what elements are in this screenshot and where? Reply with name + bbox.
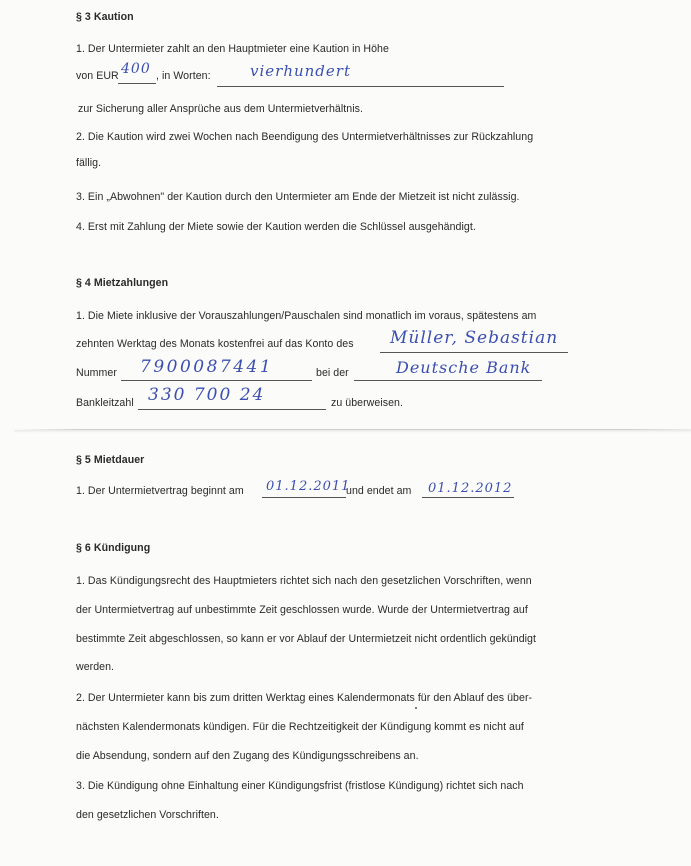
section-5-heading: § 5 Mietdauer: [76, 454, 145, 466]
account-number-line: [121, 380, 312, 381]
end-date-line: [422, 497, 514, 498]
nummer-label: Nummer: [76, 367, 117, 379]
s6-p2-line1: 2. Der Untermieter kann bis zum dritten Werktag eines Kalendermonats für den Ablauf des über-: [76, 692, 533, 704]
s6-p3-line2: den gesetzlichen Vorschriften.: [76, 809, 219, 821]
s5-p1-end-label: und endet am: [346, 485, 412, 497]
s3-p2-line2: fällig.: [76, 157, 102, 169]
bank-name-line: [354, 380, 542, 381]
s6-p1-line4: werden.: [76, 661, 115, 673]
s6-p1-line1: 1. Das Kündigungsrecht des Hauptmieters richtet sich nach den gesetzlichen Vorschriften, wenn: [76, 575, 532, 587]
section-6-heading: § 6 Kündigung: [76, 542, 151, 554]
s4-p1-line1: 1. Die Miete inklusive der Vorauszahlungen/Pauschalen sind monatlich im voraus, spätestens am: [76, 310, 537, 322]
zu-ueberweisen: zu überweisen.: [331, 397, 403, 409]
section-4-heading: § 4 Mietzahlungen: [76, 277, 169, 289]
deposit-amount-handwritten: 400: [121, 61, 151, 77]
s3-p1-words-label: , in Worten:: [156, 70, 211, 82]
account-number-handwritten: 7900087441: [140, 357, 274, 377]
bei-der-label: bei der: [316, 367, 349, 379]
blz-line: [138, 409, 326, 410]
blz-label: Bankleitzahl: [76, 397, 134, 409]
words-blank-line: [217, 86, 504, 87]
s3-p1-line3: zur Sicherung aller Ansprüche aus dem Untermietverhältnis.: [78, 103, 363, 115]
end-date-handwritten: 01.12.2012: [428, 481, 513, 496]
s3-p2-line1: 2. Die Kaution wird zwei Wochen nach Beendigung des Untermietverhältnisses zur Rückzahlung: [76, 131, 534, 143]
bank-name-handwritten: Deutsche Bank: [396, 358, 532, 377]
s3-p4: 4. Erst mit Zahlung der Miete sowie der Kaution werden die Schlüssel ausgehändigt.: [76, 221, 476, 233]
s3-p3: 3. Ein „Abwohnen" der Kaution durch den Untermieter am Ende der Mietzeit ist nicht zulässig.: [76, 191, 520, 203]
s6-p2-line2: nächsten Kalendermonats kündigen. Für die Rechtzeitigkeit der Kündigung kommt es nicht auf: [76, 721, 524, 733]
s6-p3-line1: 3. Die Kündigung ohne Einhaltung einer Kündigungsfrist (fristlose Kündigung) richtet sich nach: [76, 780, 524, 792]
start-date-handwritten: 01.12.2011: [266, 479, 351, 494]
scan-fold-shadow: [14, 430, 691, 433]
s6-p2-line3: die Absendung, sondern auf den Zugang des Kündigungsschreibens an.: [76, 750, 419, 762]
s3-p1-line1: 1. Der Untermieter zahlt an den Hauptmieter eine Kaution in Höhe: [76, 43, 389, 55]
s3-p1-eur-label: von EUR: [76, 70, 119, 82]
amount-blank-line: [118, 83, 156, 84]
account-holder-line: [380, 352, 568, 353]
deposit-words-handwritten: vierhundert: [250, 62, 351, 80]
s6-p1-line3: bestimmte Zeit abgeschlossen, so kann er vor Ablauf der Untermietzeit nicht ordentlich gekündigt: [76, 633, 536, 645]
account-holder-handwritten: Müller, Sebastian: [390, 328, 559, 348]
blz-handwritten: 330 700 24: [148, 385, 266, 405]
s4-p1-line2: zehnten Werktag des Monats kostenfrei auf das Konto des: [76, 338, 354, 350]
scan-speck: [415, 707, 417, 709]
s6-p1-line2: der Untermietvertrag auf unbestimmte Zeit geschlossen wurde. Wurde der Untermietvertrag auf: [76, 604, 528, 616]
start-date-line: [262, 497, 346, 498]
section-3-heading: § 3 Kaution: [76, 11, 134, 23]
s5-p1-start-label: 1. Der Untermietvertrag beginnt am: [76, 485, 244, 497]
